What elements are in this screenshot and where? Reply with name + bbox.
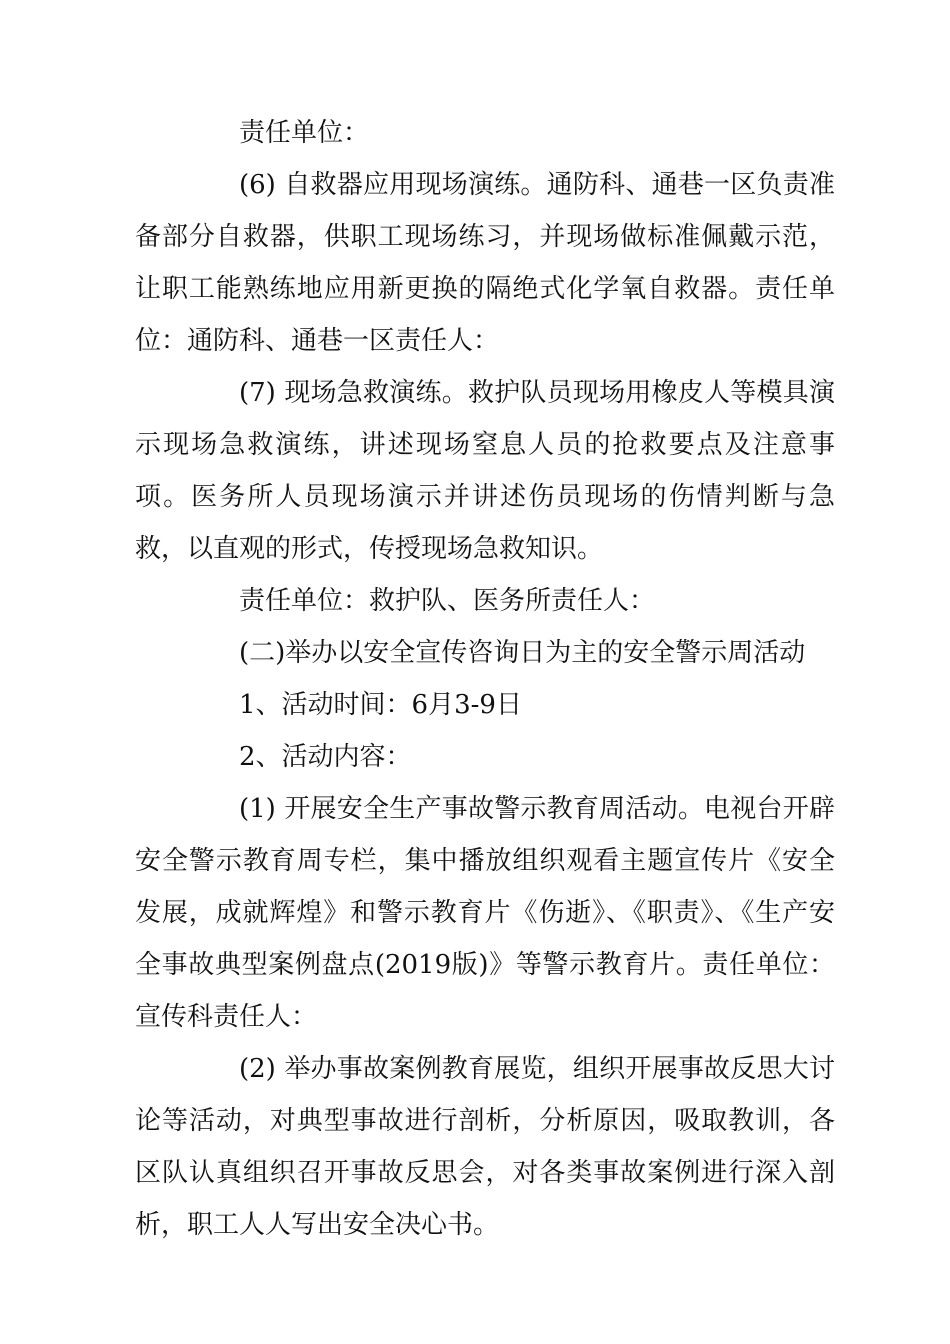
paragraph-activity-content: 2、活动内容： (239, 742, 412, 772)
paragraph-item-6: (6) 自救器应用现场演练。通防科、通巷一区负责准备部分自救器，供职工现场练习，并现场做标准佩戴示范，让职工能熟练地应用新更换的隔绝式化学氧自救器。责任单位：通防科、通巷一区责任人： (135, 170, 835, 356)
paragraph-responsible-unit: 责任单位： (239, 118, 370, 148)
paragraph-subitem-1: (1) 开展安全生产事故警示教育周活动。电视台开辟安全警示教育周专栏，集中播放组织观看主题宣传片《安全发展，成就辉煌》和警示教育片《伤逝》、《职责》、《生产安全事故典型案例盘点(2019版)》等警示教育片。责任单位：宣传科责任人： (135, 794, 835, 1032)
paragraph-subitem-2: (2) 举办事故案例教育展览，组织开展事故反思大讨论等活动，对典型事故进行剖析，分析原因，吸取教训，各区队认真组织召开事故反思会，对各类事故案例进行深入剖析，职工人人写出安全决心书。 (135, 1054, 835, 1240)
section-heading-2: (二)举办以安全宣传咨询日为主的安全警示周活动 (239, 638, 806, 668)
paragraph-activity-time: 1、活动时间：6月3-9日 (239, 690, 522, 720)
document-body (135, 107, 835, 1251)
paragraph-item-7: (7) 现场急救演练。救护队员现场用橡皮人等模具演示现场急救演练，讲述现场窒息人员的抢救要点及注意事项。医务所人员现场演示并讲述伤员现场的伤情判断与急救，以直观的形式，传授现场急救知识。 (135, 378, 835, 564)
paragraph-responsible-unit-rescue: 责任单位：救护队、医务所责任人： (239, 586, 656, 616)
